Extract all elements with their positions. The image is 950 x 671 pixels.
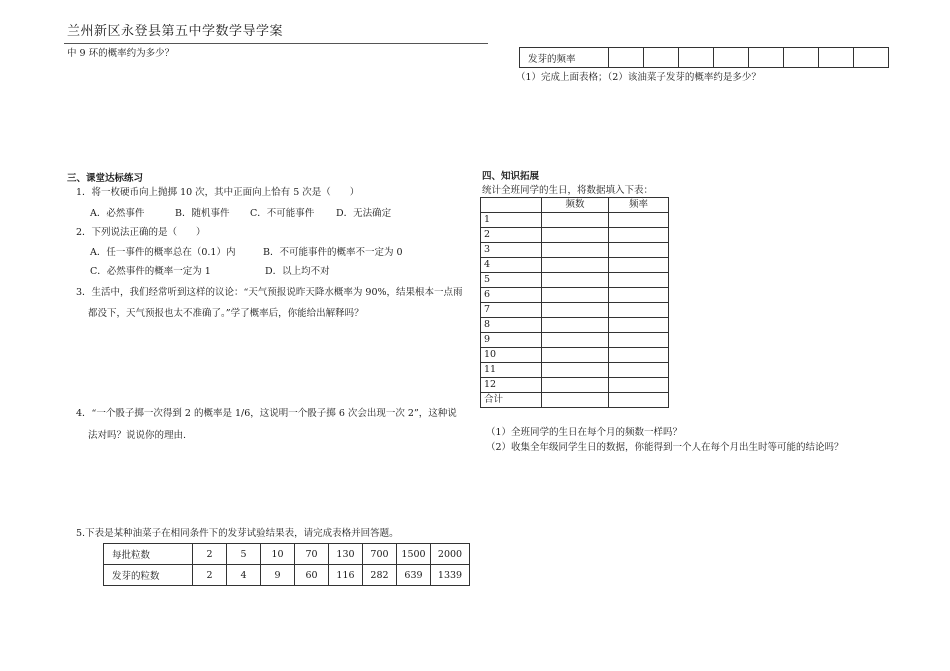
answer-cell[interactable] <box>609 393 669 408</box>
q4-line2: 法对吗？说说你的理由. <box>88 430 187 441</box>
followup-question-1: （1）全班同学的生日在每个月的频数一样吗？ <box>486 427 683 438</box>
table-cell: 1500 <box>397 544 431 565</box>
table-cell: 2 <box>193 565 227 586</box>
table-row <box>481 318 669 333</box>
answer-cell[interactable] <box>542 318 609 333</box>
answer-cell[interactable] <box>609 378 669 393</box>
answer-cell[interactable] <box>644 48 679 68</box>
answer-cell[interactable] <box>609 318 669 333</box>
month-label: 4 <box>481 258 542 273</box>
answer-cell[interactable] <box>609 213 669 228</box>
answer-cell[interactable] <box>542 258 609 273</box>
table-row-label: 发芽的粒数 <box>104 565 193 586</box>
answer-cell[interactable] <box>542 333 609 348</box>
month-label: 10 <box>481 348 542 363</box>
table-header-cell: 频数 <box>542 198 609 213</box>
q1-option-c: C．不可能事件 <box>250 208 315 219</box>
answer-cell[interactable] <box>542 243 609 258</box>
answer-cell[interactable] <box>542 363 609 378</box>
table-cell: 60 <box>295 565 329 586</box>
birthday-table <box>480 197 669 408</box>
table-row <box>481 288 669 303</box>
month-label: 8 <box>481 318 542 333</box>
answer-cell[interactable] <box>784 48 819 68</box>
q2-option-d: D．以上均不对 <box>265 266 330 277</box>
answer-cell[interactable] <box>609 273 669 288</box>
month-label: 12 <box>481 378 542 393</box>
table-cell: 1339 <box>431 565 470 586</box>
table-row-label: 每批粒数 <box>104 544 193 565</box>
table-cell: 70 <box>295 544 329 565</box>
month-label: 1 <box>481 213 542 228</box>
table-row <box>481 363 669 378</box>
q2-option-b: B．不可能事件的概率不一定为 0 <box>263 247 403 258</box>
month-label: 2 <box>481 228 542 243</box>
total-label: 合计 <box>481 393 542 408</box>
page-header-title: 兰州新区永登县第五中学数学导学案 <box>67 24 284 39</box>
answer-cell[interactable] <box>609 363 669 378</box>
table-row <box>481 243 669 258</box>
answer-cell[interactable] <box>609 243 669 258</box>
table-cell: 9 <box>261 565 295 586</box>
q1-option-a: A．必然事件 <box>90 208 145 219</box>
answer-cell[interactable] <box>542 288 609 303</box>
answer-cell[interactable] <box>542 393 609 408</box>
answer-cell[interactable] <box>542 378 609 393</box>
q5-text: 5.下表是某种油菜子在相同条件下的发芽试验结果表，请完成表格并回答题。 <box>76 528 399 539</box>
top-table-questions: （1）完成上面表格；（2）该油菜子发芽的概率约是多少？ <box>516 72 761 83</box>
answer-cell[interactable] <box>542 228 609 243</box>
table-cell: 130 <box>329 544 363 565</box>
table-row <box>104 544 470 565</box>
answer-cell[interactable] <box>542 213 609 228</box>
carry-over-question: 中 9 环的概率约为多少？ <box>67 48 175 59</box>
table-row <box>481 333 669 348</box>
table-row <box>481 273 669 288</box>
table-row <box>481 228 669 243</box>
table-row <box>481 378 669 393</box>
q3-line2: 都没下，天气预报也太不准确了。”学了概率后，你能给出解释吗？ <box>88 308 364 319</box>
answer-cell[interactable] <box>609 48 644 68</box>
answer-cell[interactable] <box>679 48 714 68</box>
answer-cell[interactable] <box>609 333 669 348</box>
q2-option-c: C．必然事件的概率一定为 1 <box>90 266 211 277</box>
month-label: 3 <box>481 243 542 258</box>
followup-question-2: （2）收集全年级同学生日的数据，你能得到一个人在每个月出生时等可能的结论吗？ <box>486 442 844 453</box>
answer-cell[interactable] <box>542 348 609 363</box>
seed-germination-table <box>103 543 470 586</box>
answer-cell[interactable] <box>609 288 669 303</box>
q2-option-a: A．任一事件的概率总在（0.1）内 <box>90 247 236 258</box>
q2-text: 2．下列说法正确的是（ ） <box>76 227 206 238</box>
answer-cell[interactable] <box>609 228 669 243</box>
answer-cell[interactable] <box>609 303 669 318</box>
table-header-cell: 频率 <box>609 198 669 213</box>
table-cell: 2 <box>193 544 227 565</box>
table-cell: 639 <box>397 565 431 586</box>
q1-text: 1．将一枚硬币向上抛掷 10 次，其中正面向上恰有 5 次是（ ） <box>76 187 360 198</box>
table-row <box>481 393 669 408</box>
table-header-row <box>481 198 669 213</box>
q1-option-b: B．随机事件 <box>175 208 230 219</box>
answer-cell[interactable] <box>749 48 784 68</box>
answer-cell[interactable] <box>854 48 889 68</box>
table-cell: 10 <box>261 544 295 565</box>
q4-line1: 4．“一个骰子掷一次得到 2 的概率是 1/6，这说明一个骰子掷 6 次会出现一次 2”，这种说 <box>76 408 457 419</box>
month-label: 5 <box>481 273 542 288</box>
table-row <box>520 48 889 68</box>
month-label: 9 <box>481 333 542 348</box>
q3-line1: 3．生活中，我们经常听到这样的议论：“天气预报说昨天降水概率为 90%，结果根本一点雨 <box>76 287 463 298</box>
answer-cell[interactable] <box>819 48 854 68</box>
table-row <box>104 565 470 586</box>
table-cell: 700 <box>363 544 397 565</box>
table-cell: 5 <box>227 544 261 565</box>
month-label: 6 <box>481 288 542 303</box>
answer-cell[interactable] <box>609 348 669 363</box>
germination-frequency-table <box>519 47 889 68</box>
header-divider <box>64 43 488 44</box>
section4-title: 四、知识拓展 <box>482 171 540 182</box>
section4-text: 统计全班同学的生日，将数据填入下表： <box>482 185 654 196</box>
table-row <box>481 303 669 318</box>
table-row <box>481 348 669 363</box>
q1-option-d: D．无法确定 <box>336 208 392 219</box>
table-cell: 4 <box>227 565 261 586</box>
table-cell: 2000 <box>431 544 470 565</box>
table-row <box>481 258 669 273</box>
section3-title: 三、课堂达标练习 <box>67 173 144 184</box>
answer-cell[interactable] <box>609 258 669 273</box>
table-header-cell <box>481 198 542 213</box>
answer-cell[interactable] <box>714 48 749 68</box>
month-label: 7 <box>481 303 542 318</box>
table-row-label: 发芽的频率 <box>520 48 609 68</box>
answer-cell[interactable] <box>542 303 609 318</box>
table-cell: 116 <box>329 565 363 586</box>
table-cell: 282 <box>363 565 397 586</box>
table-row <box>481 213 669 228</box>
answer-cell[interactable] <box>542 273 609 288</box>
month-label: 11 <box>481 363 542 378</box>
